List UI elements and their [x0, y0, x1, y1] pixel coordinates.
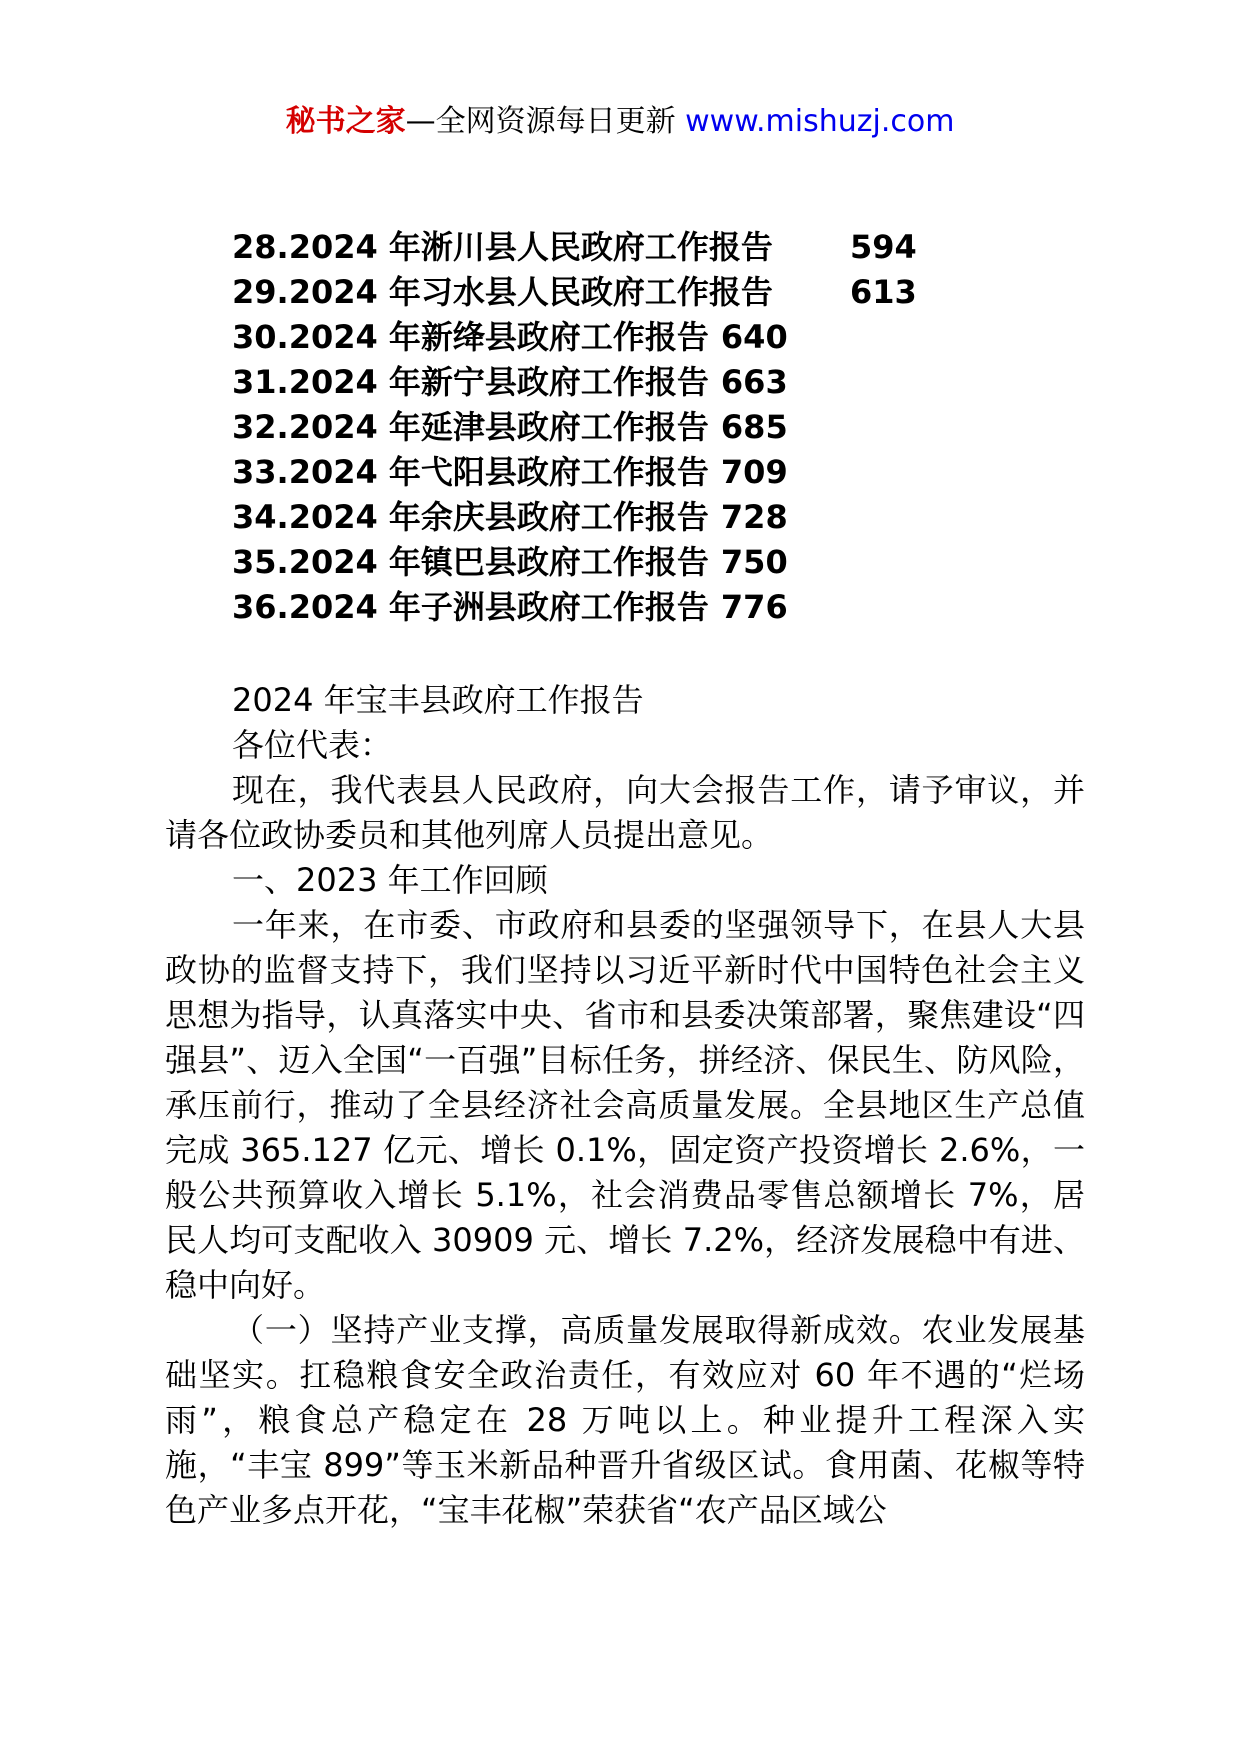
toc-entry-title: 29.2024 年习水县人民政府工作报告: [232, 273, 773, 311]
salutation: 各位代表：: [232, 726, 393, 764]
toc-entry-page: 728: [720, 498, 788, 536]
toc-entry[interactable]: [232, 225, 1132, 270]
toc-entry[interactable]: [232, 585, 1132, 630]
toc-entry-title: 34.2024 年余庆县政府工作报告: [232, 498, 709, 536]
toc-entry-title: 36.2024 年子洲县政府工作报告: [232, 588, 709, 626]
toc-entry-title: 31.2024 年新宁县政府工作报告: [232, 363, 709, 401]
toc-entry[interactable]: [232, 360, 1132, 405]
toc-entry-page: 640: [720, 318, 788, 356]
site-tagline: —全网资源每日更新: [405, 104, 676, 139]
toc-entry-page: 613: [850, 273, 917, 311]
toc-entry-page: 594: [850, 228, 917, 266]
site-url-link[interactable]: www.mishuzj.com: [685, 104, 955, 139]
site-brand: 秘书之家: [285, 104, 406, 139]
toc-entry-title: 33.2024 年弋阳县政府工作报告: [232, 453, 709, 491]
toc-entry-page: 663: [720, 363, 788, 401]
toc-entry-title: 30.2024 年新绛县政府工作报告: [232, 318, 709, 356]
table-of-contents: [232, 225, 1132, 630]
toc-entry[interactable]: [232, 405, 1132, 450]
paragraph: （一）坚持产业支撑，高质量发展取得新成效。农业发展基础坚实。扛稳粮食安全政治责任，有效应对 60 年不遇的“烂场雨”，粮食总产稳定在 28 万吨以上。种业提升工程深入实施，“丰宝 899”等玉米新品种晋升省级区试。食用菌、花椒等特色产业多点开花，“宝丰花椒”荣获省“农产品区域公: [165, 1311, 1085, 1529]
toc-entry[interactable]: [232, 450, 1132, 495]
paragraph: 一年来，在市委、市政府和县委的坚强领导下，在县人大县政协的监督支持下，我们坚持以习近平新时代中国特色社会主义思想为指导，认真落实中央、省市和县委决策部署，聚焦建设“四强县”、迈入全国“一百强”目标任务，拼经济、保民生、防风险，承压前行，推动了全县经济社会高质量发展。全县地区生产总值完成 365.127 亿元、增长 0.1%，固定资产投资增长 2.6%，一般公共预算收入增长 5.1%，社会消费品零售总额增长 7%，居民人均可支配收入 30909 元、增长 7.2%，经济发展稳中有进、稳中向好。: [165, 906, 1085, 1304]
toc-entry-page: 776: [720, 588, 788, 626]
toc-entry[interactable]: [232, 315, 1132, 360]
toc-entry-title: 35.2024 年镇巴县政府工作报告: [232, 543, 709, 581]
toc-entry[interactable]: [232, 495, 1132, 540]
toc-entry[interactable]: [232, 540, 1132, 585]
toc-entry[interactable]: [232, 270, 1132, 315]
toc-entry-page: 709: [720, 453, 788, 491]
toc-entry-page: 685: [720, 408, 788, 446]
toc-entry-page: 750: [720, 543, 788, 581]
toc-entry-title: 32.2024 年延津县政府工作报告: [232, 408, 709, 446]
site-header: [0, 100, 1240, 144]
paragraph: 现在，我代表县人民政府，向大会报告工作，请予审议，并请各位政协委员和其他列席人员提出意见。: [165, 771, 1085, 854]
document-body: [165, 678, 1085, 1533]
toc-entry-title: 28.2024 年淅川县人民政府工作报告: [232, 228, 773, 266]
document-title: 2024 年宝丰县政府工作报告: [232, 681, 644, 719]
section-heading: 一、2023 年工作回顾: [232, 861, 548, 899]
